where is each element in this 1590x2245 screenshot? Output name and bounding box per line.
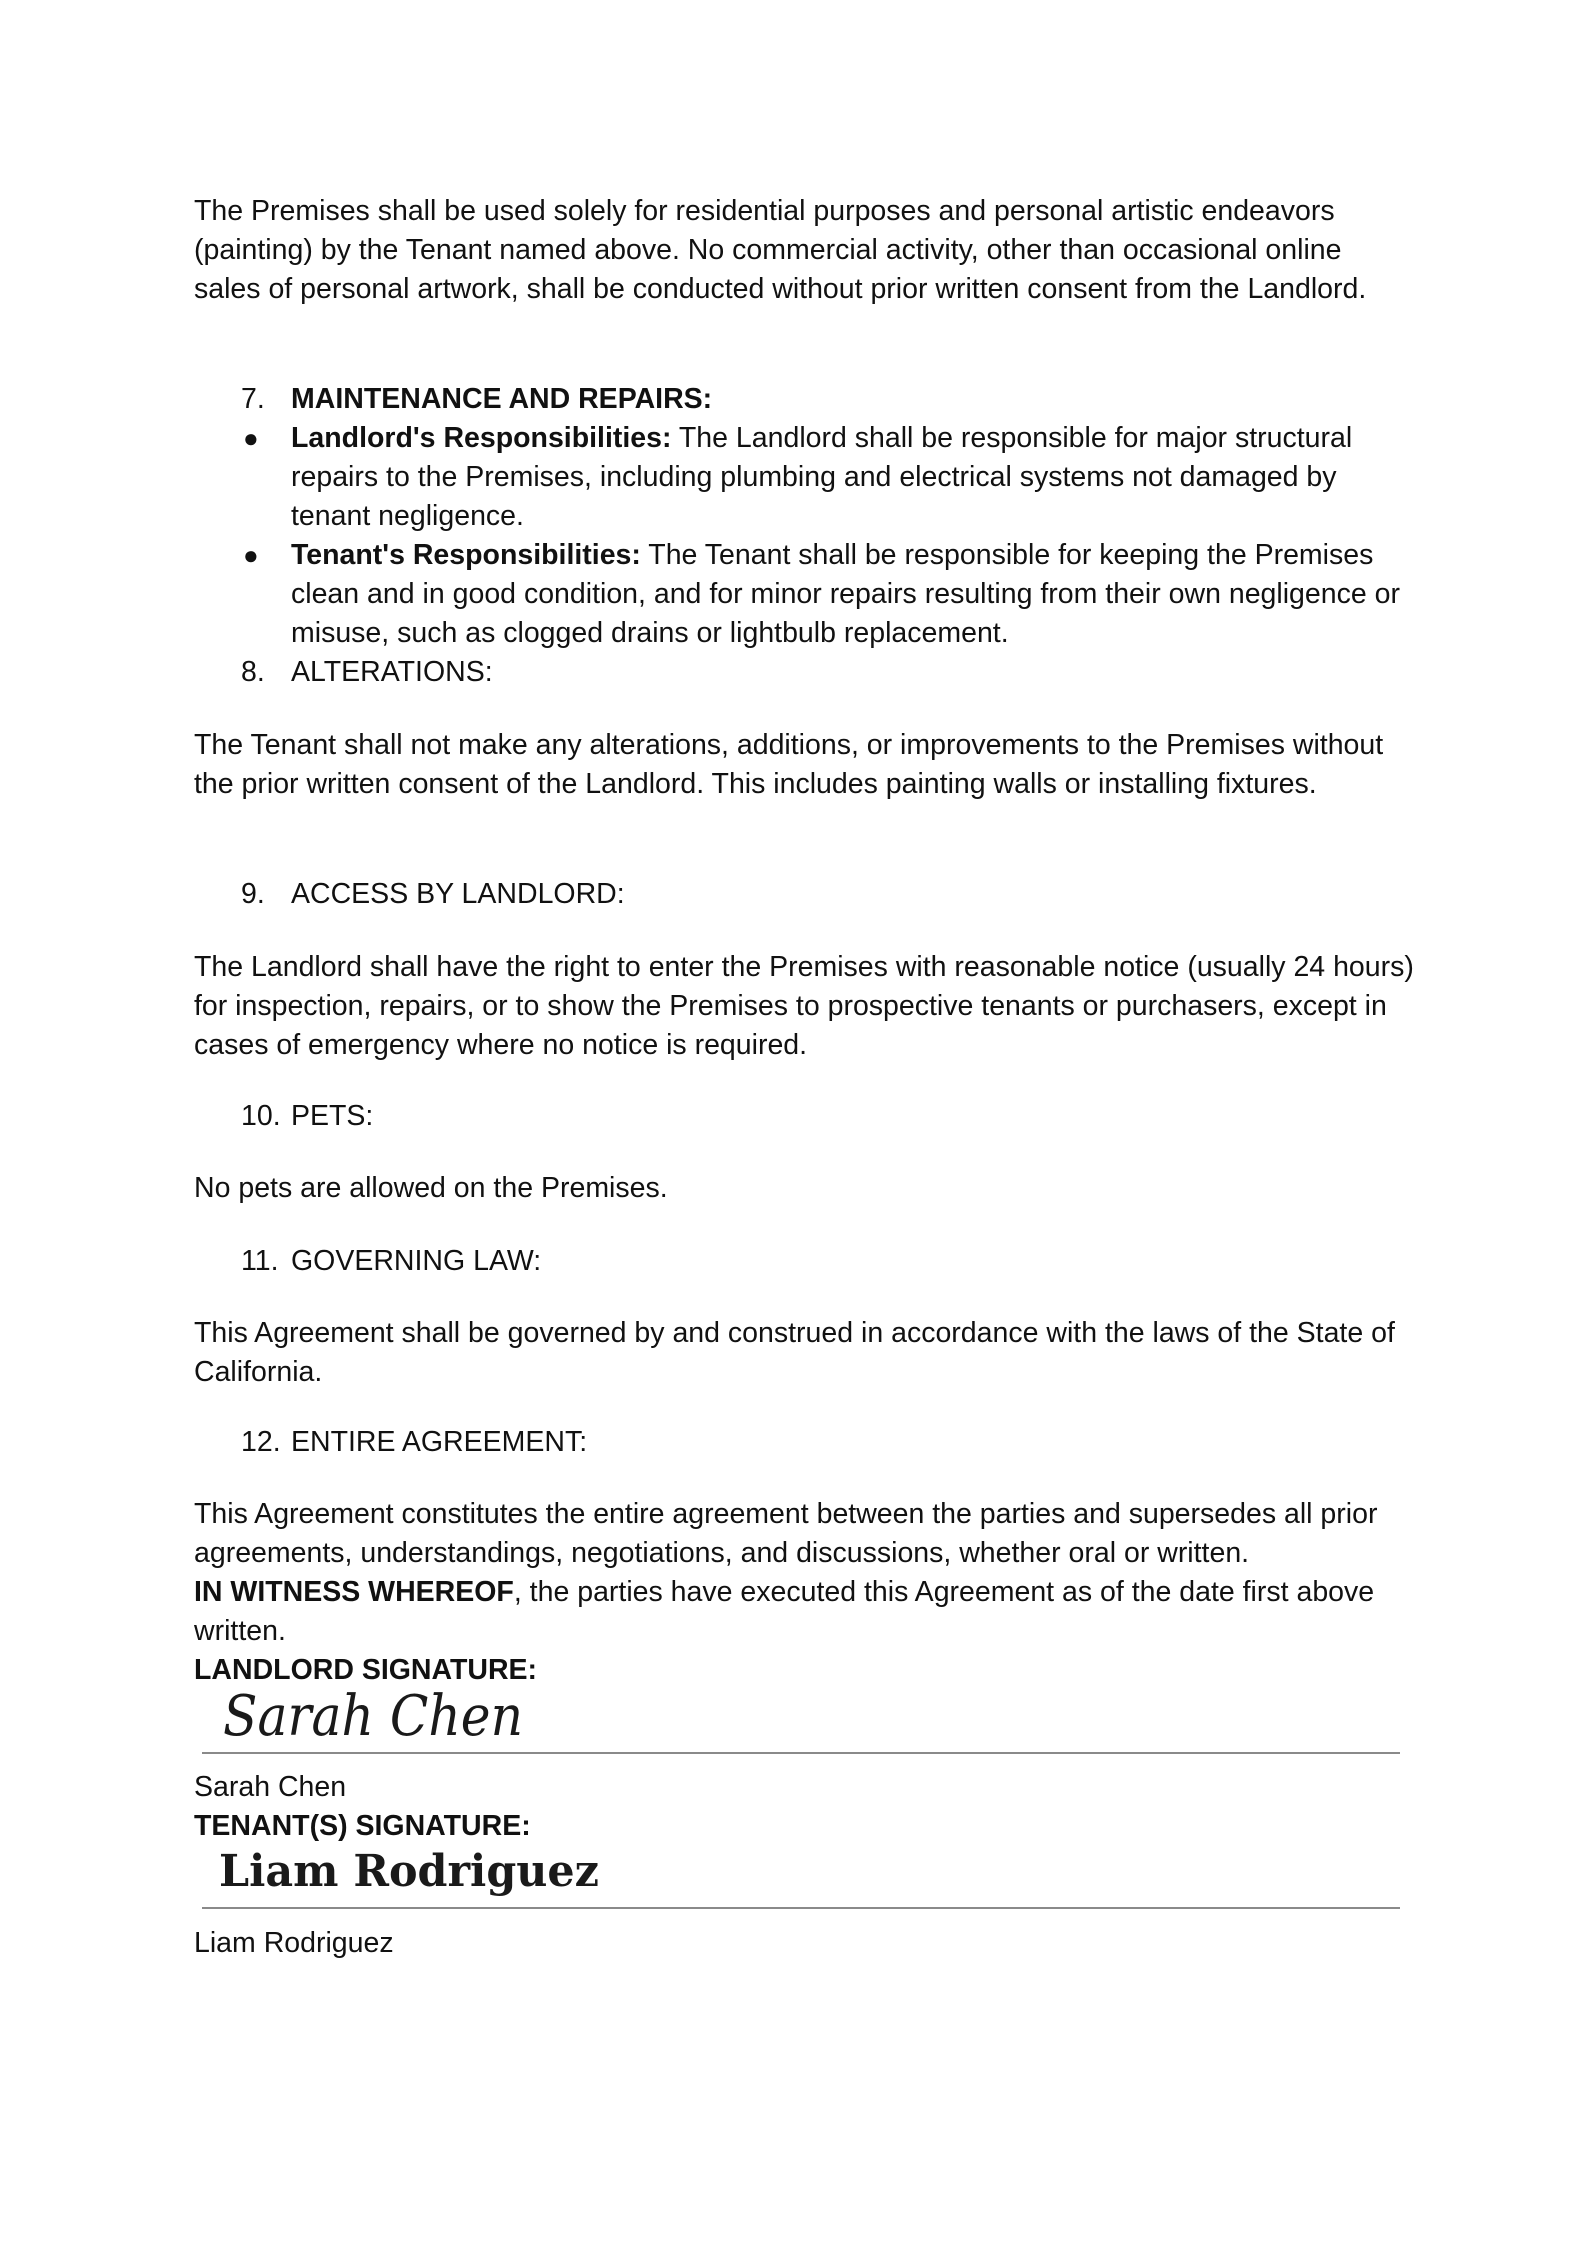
- section-9-number: 9.: [241, 878, 265, 910]
- tenant-signature-label: TENANT(S) SIGNATURE:: [194, 1810, 531, 1842]
- landlord-responsibilities-label: Landlord's Responsibilities:: [291, 422, 672, 454]
- governing-law-paragraph: This Agreement shall be governed by and construed in accordance with the laws of the State of California.: [194, 1317, 1395, 1388]
- landlord-signature-image: [215, 1680, 535, 1752]
- intro-paragraph: The Premises shall be used solely for residential purposes and personal artistic endeavors (painting) by the Tenant named above. No commercial activity, other than occasional online sales of personal artwork, shall be conducted without prior written consent from the Landlord.: [194, 195, 1367, 305]
- landlord-name: Sarah Chen: [194, 1771, 347, 1803]
- landlord-responsibilities-text: The Landlord shall be responsible for major structural repairs to the Premises, including plumbing and electrical systems not damaged by tenant negligence.: [291, 422, 1353, 532]
- landlord-signature-text: Sarah Chen: [223, 1684, 523, 1749]
- bullet-icon: ●: [243, 423, 259, 453]
- witness-rest: , the parties have executed this Agreement as of the date first above written.: [194, 1576, 1375, 1647]
- section-11-number: 11.: [241, 1245, 279, 1277]
- witness-bold: IN WITNESS WHEREOF: [194, 1576, 514, 1608]
- section-10-title: PETS:: [291, 1100, 374, 1132]
- tenant-responsibilities-item: [291, 536, 1411, 653]
- bullet-icon: ●: [243, 540, 259, 570]
- landlord-signature-label: LANDLORD SIGNATURE:: [194, 1654, 538, 1686]
- section-12-number: 12.: [241, 1426, 281, 1458]
- tenant-responsibilities-text: The Tenant shall be responsible for keeping the Premises clean and in good condition, and for minor repairs resulting from their own negligence or misuse, such as clogged drains or lightbulb replacement.: [291, 539, 1400, 649]
- section-7-number: 7.: [241, 383, 265, 415]
- landlord-responsibilities-item: [291, 419, 1411, 536]
- tenant-name: Liam Rodriguez: [194, 1927, 394, 1959]
- section-9-title: ACCESS BY LANDLORD:: [291, 878, 625, 910]
- section-12-title: ENTIRE AGREEMENT:: [291, 1426, 588, 1458]
- tenant-signature-image: [215, 1840, 615, 1910]
- entire-agreement-paragraph: This Agreement constitutes the entire agreement between the parties and supersedes all prior agreements, understandings, negotiations, and discussions, whether oral or written.: [194, 1498, 1378, 1569]
- landlord-signature-line: [202, 1752, 1400, 1754]
- witness-paragraph: [194, 1573, 1414, 1651]
- tenant-signature-line: [202, 1907, 1400, 1909]
- section-11-title: GOVERNING LAW:: [291, 1245, 542, 1277]
- section-10-number: 10.: [241, 1100, 281, 1132]
- section-8-title: ALTERATIONS:: [291, 656, 493, 688]
- pets-paragraph: No pets are allowed on the Premises.: [194, 1172, 668, 1204]
- section-7-title: MAINTENANCE AND REPAIRS:: [291, 383, 713, 415]
- section-8-number: 8.: [241, 656, 265, 688]
- access-paragraph: The Landlord shall have the right to enter the Premises with reasonable notice (usually 24 hours) for inspection, repairs, or to show the Premises to prospective tenants or purchasers, except in cases of emergency where no notice is required.: [194, 951, 1414, 1061]
- tenant-signature-text: Liam Rodriguez: [219, 1846, 599, 1897]
- tenant-responsibilities-label: Tenant's Responsibilities:: [291, 539, 641, 571]
- alterations-paragraph: The Tenant shall not make any alterations, additions, or improvements to the Premises without the prior written consent of the Landlord. This includes painting walls or installing fixtures.: [194, 729, 1384, 800]
